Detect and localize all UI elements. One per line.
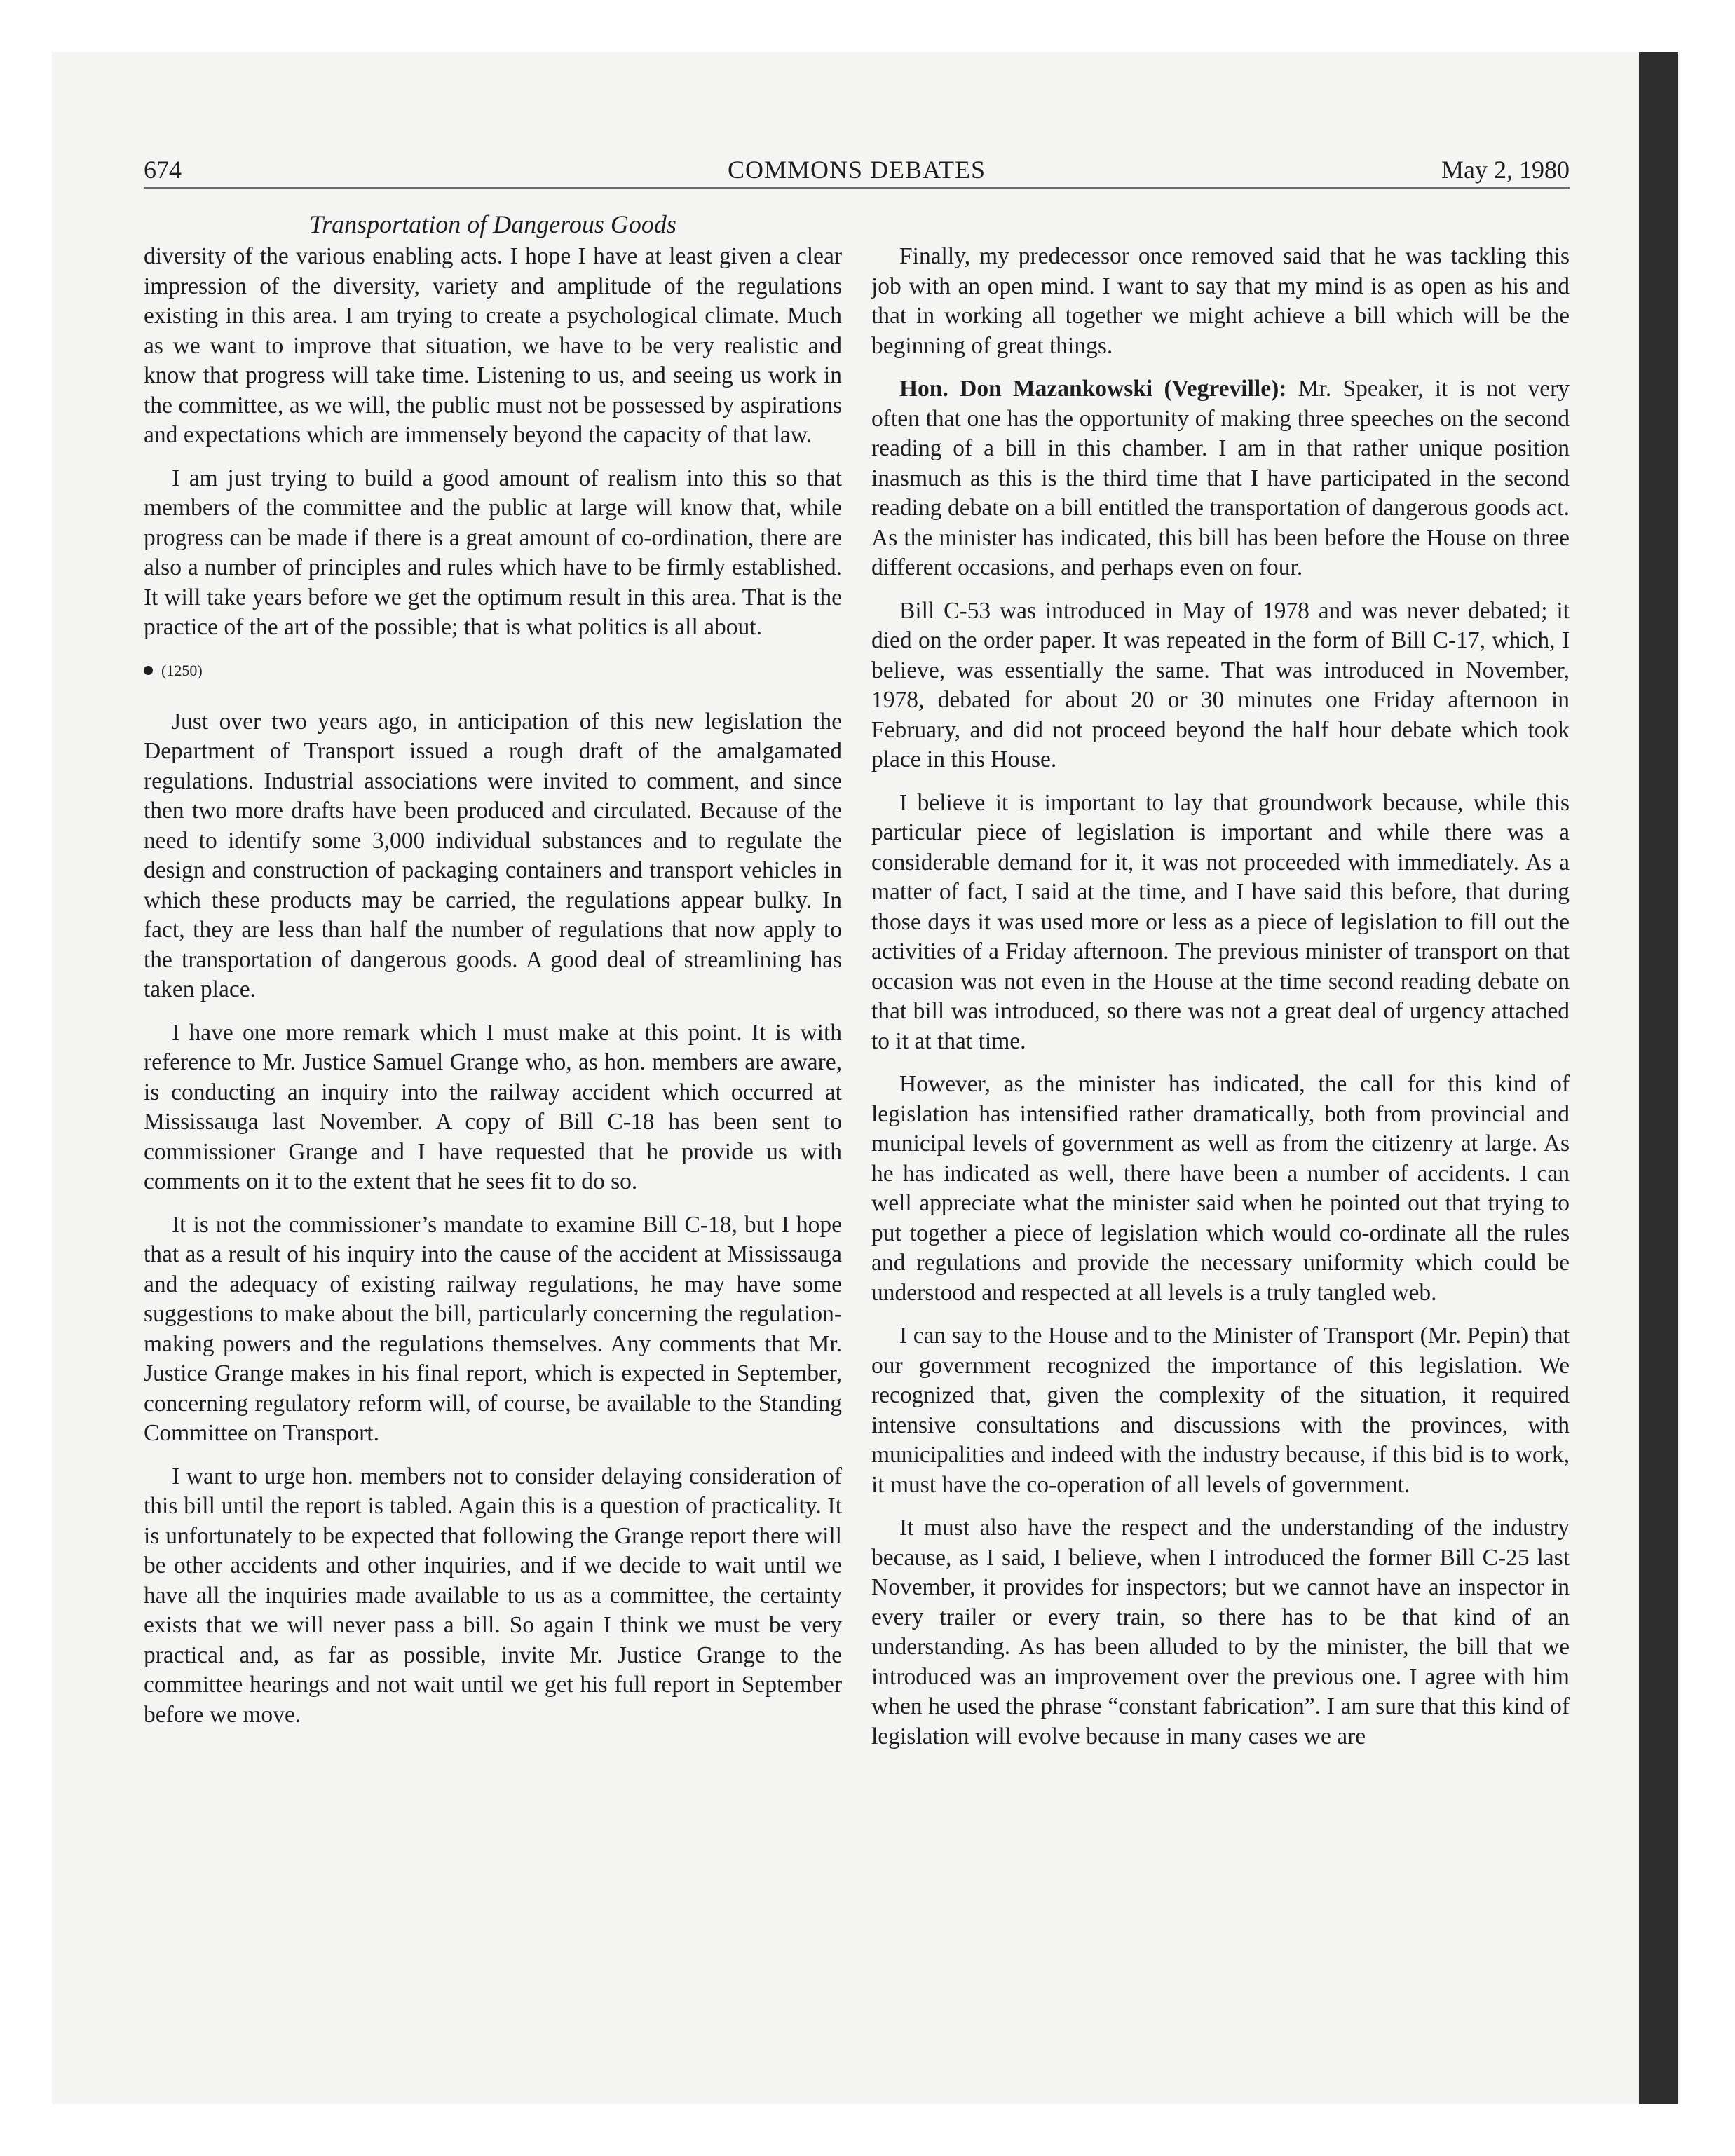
paragraph: I am just trying to build a good amount of realism into this so that members of the committee and the public at large will know that, while progress can be made if there is a great amount of co-ordination, there are also a number of principles and rules which have to be firmly established. It will take years before we get the optimum result in this area. That is the practice of the art of the possible; that is what politics is all about. xyxy=(144,465,842,640)
paragraph: diversity of the various enabling acts. I hope I have at least given a clear impression of the diversity, variety and amplitude of the regulations existing in this area. I am trying to create a psychological climate. Much as we want to improve that situation, we have to be very realistic and know that progress will take time. Listening to us, and seeing us work in the committee, as we will, the public must not be possessed by aspirations and expectations which are immensely beyond the capacity of that law. xyxy=(144,243,842,448)
paragraph: I believe it is important to lay that groundwork because, while this particular piece of legislation is important and while there was a considerable demand for it, it was not proceeded with immediately. As a matter of fact, I said at the time, and I have said this before, that during those days it was used more or less as a piece of legislation to fill out the activities of a Friday afternoon. The previous minister of transport on that occasion was not even in the House at the time second reading debate on that bill was introduced, so there was not a great deal of urgency attached to it at that time. xyxy=(871,789,1570,1054)
running-head: Transportation of Dangerous Goods xyxy=(309,210,676,238)
paragraph: It is not the commissioner’s mandate to examine Bill C-18, but I hope that as a result of his inquiry into the cause of the accident at Mississauga and the adequacy of existing railway regulations, he may have some suggestions to make about the bill, particularly concerning the regulation-making powers and the regulations themselves. Any comments that Mr. Justice Grange makes in his final report, which is expected in September, concerning regulatory reform will, of course, be available to the Standing Committee on Transport. xyxy=(144,1211,842,1446)
paragraph: It must also have the respect and the understanding of the industry because, as I said, I believe, when I introduced the former Bill C-25 last November, it provides for inspectors; but we cannot have an inspector in every trailer or every train, so there has to be that kind of an understanding. As has been alluded to by the minister, the bill that we introduced was an improvement over the previous one. I agree with him when he used the phrase “constant fabrication”. I am sure that this kind of legislation will evolve because in many cases we are xyxy=(871,1515,1570,1749)
left-column xyxy=(144,242,842,1743)
speaker-name: Hon. Don Mazankowski (Vegreville): xyxy=(899,376,1287,402)
time-marker-label: (1250) xyxy=(161,661,203,679)
page-number: 674 xyxy=(144,156,182,184)
paragraph: Just over two years ago, in anticipation of this new legislation the Department of Transport issued a rough draft of the amalgamated regulations. Industrial associations were invited to comment, and since then two more drafts have been produced and circulated. Because of the need to identify some 3,000 individual substances and to regulate the design and construction of packaging containers and transport vehicles in which these products may be carried, the regulations appear bulky. In fact, they are less than half the number of regulations that now apply to the transportation of dangerous goods. A good deal of streamlining has taken place. xyxy=(144,708,842,1002)
right-column xyxy=(871,242,1570,1765)
scan-edge-shadow xyxy=(1639,52,1678,2104)
speech-text: Mr. Speaker, it is not very often that one has the opportunity of making three speeches on the second reading of a bill in this chamber. I am in that rather unique position inasmuch as this is the third time that I have participated in the second reading debate on a bill entitled the transportation of dangerous goods act. As the minister has indicated, this bill has been before the House on three different occasions, and perhaps even on four. xyxy=(871,376,1570,580)
journal-title: COMMONS DEBATES xyxy=(727,156,986,184)
paragraph: I can say to the House and to the Minister of Transport (Mr. Pepin) that our government recognized the importance of this legislation. We recognized that, given the complexity of the situation, it required intensive consultations and discussions with the provinces, with municipalities and indeed with the industry because, if this bid is to work, it must have the co-operation of all levels of government. xyxy=(871,1323,1570,1498)
paragraph: Finally, my predecessor once removed said that he was tackling this job with an open mind. I want to say that my mind is as open as his and that in working all together we might achieve a bill which will be the beginning of great things. xyxy=(871,243,1570,359)
paragraph: Bill C-53 was introduced in May of 1978 and was never debated; it died on the order paper. It was repeated in the form of Bill C-17, which, I believe, was essentially the same. That was introduced in November, 1978, debated for about 20 or 30 minutes one Friday afternoon in February, and did not proceed beyond the half hour debate which took place in this House. xyxy=(871,597,1570,772)
paragraph: I want to urge hon. members not to consider delaying consideration of this bill until the report is tabled. Again this is a question of practicality. It is unfortunately to be expected that following the Grange report there will be other accidents and other inquiries, and if we decide to wait until we have all the inquiries made available to us as a committee, the certainty exists that we will never pass a bill. So again I think we must be very practical and, as far as possible, invite Mr. Justice Grange to the committee hearings and not wait until we get his full report in September before we move. xyxy=(144,1463,842,1728)
bullet-icon xyxy=(144,666,153,675)
paragraph: However, as the minister has indicated, the call for this kind of legislation has intensified rather dramatically, both from provincial and municipal levels of government as well as from the citizenry at large. As he has indicated as well, there have been a number of accidents. I can well appreciate what the minister said when he pointed out that trying to put together a piece of legislation which would co-ordinate all the rules and regulations and provide the necessary uniformity which could be understood and respected at all levels is a truly tangled web. xyxy=(871,1071,1570,1306)
header-rule xyxy=(144,187,1570,189)
paragraph: I have one more remark which I must make at this point. It is with reference to Mr. Justice Samuel Grange who, as hon. members are aware, is conducting an inquiry into the railway accident which occurred at Mississauga last November. A copy of Bill C-18 has been sent to commissioner Grange and I have requested that he provide us with comments on it to the extent that he sees fit to do so. xyxy=(144,1019,842,1194)
time-marker xyxy=(144,656,842,685)
speaker-paragraph xyxy=(871,374,1570,583)
page-header xyxy=(144,153,1570,186)
issue-date: May 2, 1980 xyxy=(1441,156,1570,184)
